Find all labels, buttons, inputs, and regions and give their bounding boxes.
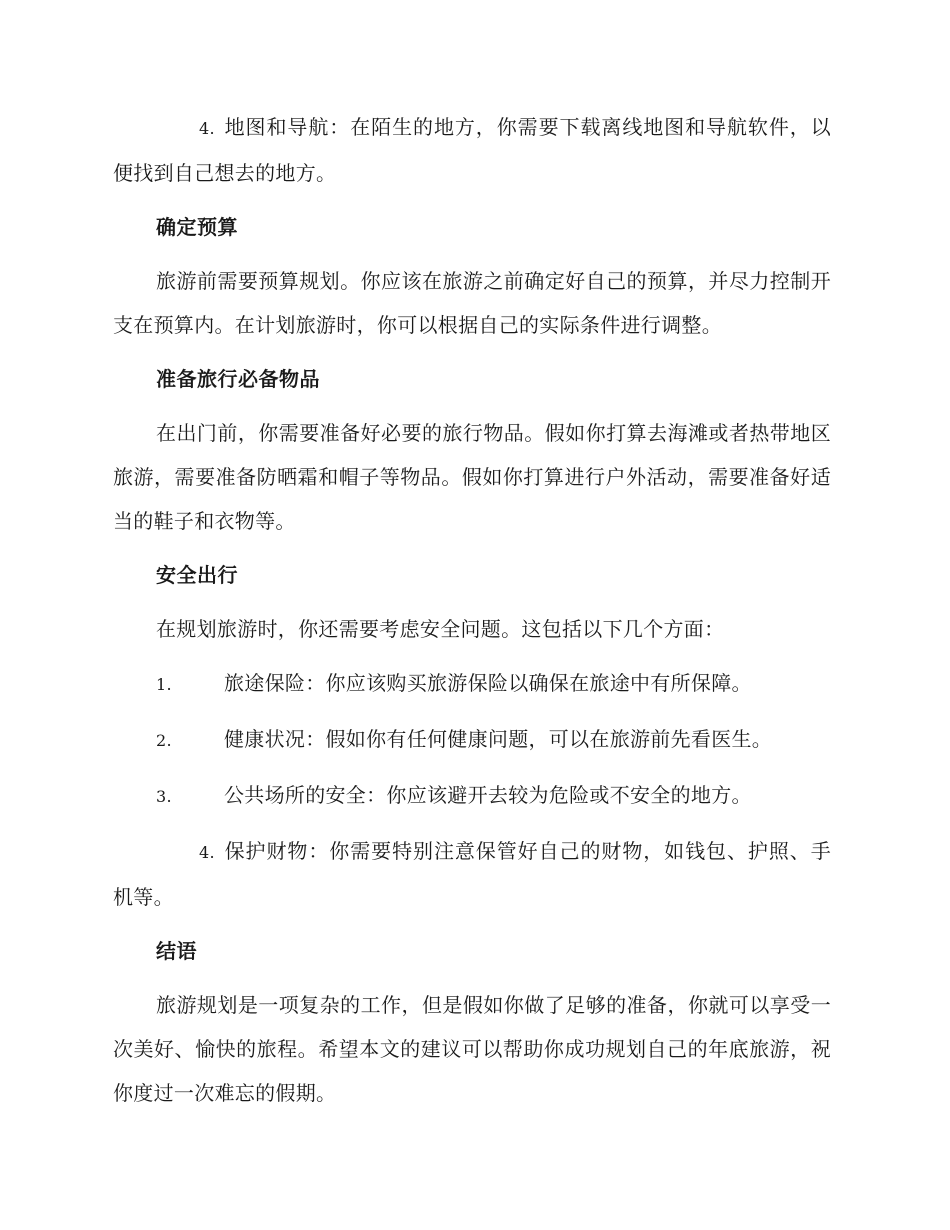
- list-number: 4.: [199, 119, 215, 138]
- list-number: 1.: [156, 675, 172, 694]
- paragraph-essentials: 在出门前，你需要准备好必要的旅行物品。假如你打算去海滩或者热带地区旅游，需要准备防晒霜和帽子等物品。假如你打算进行户外活动，需要准备好适当的鞋子和衣物等。: [113, 421, 831, 533]
- document-page: [113, 105, 831, 1125]
- paragraph-safety-intro: 在规划旅游时，你还需要考虑安全问题。这包括以下几个方面：: [156, 617, 725, 641]
- paragraph-conclusion: 旅游规划是一项复杂的工作，但是假如你做了足够的准备，你就可以享受一次美好、愉快的旅程。希望本文的建议可以帮助你成功规划自己的年底旅游，祝你度过一次难忘的假期。: [113, 993, 831, 1105]
- section-heading-essentials: 准备旅行必备物品: [156, 367, 320, 391]
- section-heading-conclusion: 结语: [156, 939, 197, 963]
- list-item: [113, 105, 831, 195]
- list-number: 4.: [199, 843, 215, 862]
- list-item: [113, 717, 831, 763]
- list-item-text: 保护财物：你需要特别注意保管好自己的财物，如钱包、护照、手机等。: [113, 839, 831, 909]
- paragraph-budget: 旅游前需要预算规划。你应该在旅游之前确定好自己的预算，并尽力控制开支在预算内。在计划旅游时，你可以根据自己的实际条件进行调整。: [113, 269, 831, 337]
- list-item-text: 健康状况：假如你有任何健康问题，可以在旅游前先看医生。: [224, 727, 773, 751]
- list-number: 2.: [156, 731, 172, 750]
- list-number: 3.: [156, 787, 172, 806]
- list-item: [113, 829, 831, 919]
- section-heading-safety: 安全出行: [156, 563, 238, 587]
- list-item-text: 地图和导航：在陌生的地方，你需要下载离线地图和导航软件，以便找到自己想去的地方。: [113, 115, 831, 185]
- list-item: [113, 773, 831, 819]
- list-item: [113, 661, 831, 707]
- section-heading-budget: 确定预算: [156, 215, 238, 239]
- list-item-text: 旅途保险：你应该购买旅游保险以确保在旅途中有所保障。: [224, 671, 752, 695]
- list-item-text: 公共场所的安全：你应该避开去较为危险或不安全的地方。: [224, 783, 752, 807]
